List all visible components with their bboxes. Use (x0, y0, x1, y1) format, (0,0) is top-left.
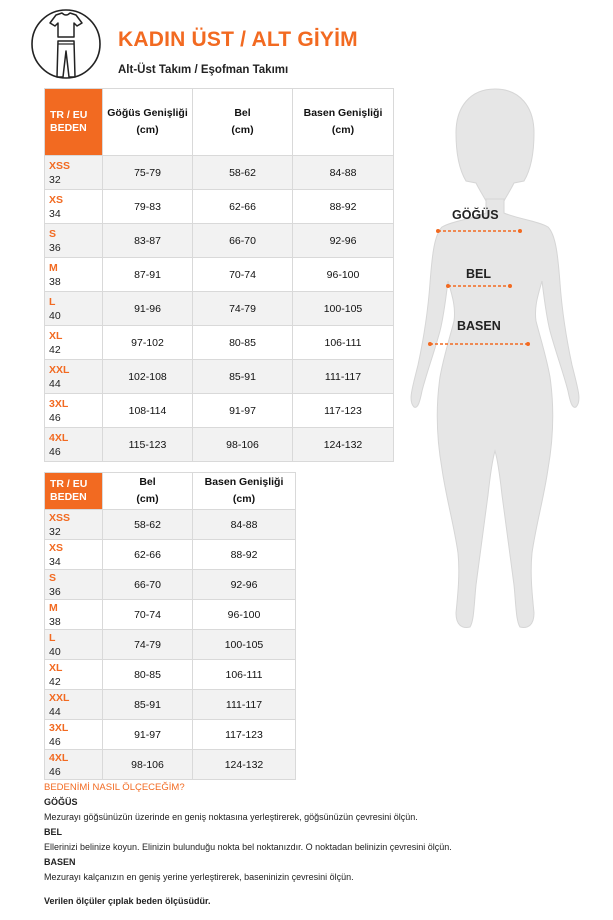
table-row (45, 428, 394, 462)
guide-question: BEDENİMİ NASIL ÖLÇECEĞİM? (44, 782, 185, 793)
size-table-top-bottom (44, 88, 394, 462)
size-cell: L 40 (45, 292, 103, 326)
chest-cell: 108-114 (103, 394, 193, 428)
table-row (45, 720, 296, 750)
guide-chest-text: Mezurayı göğsünüzün üzerinde en geniş noktasına yerleştirerek, göğsünüzün çevresini ölçün. (44, 812, 418, 822)
hip-cell: 84-88 (293, 156, 394, 190)
chest-cell: 115-123 (103, 428, 193, 462)
hip-measure-dot (428, 342, 432, 346)
chest-label: GÖĞÜS (452, 208, 499, 222)
chest-cell: 102-108 (103, 360, 193, 394)
size-cell: XS 34 (45, 190, 103, 224)
hip-cell: 117-123 (193, 720, 296, 750)
corner-line-2: BEDEN (50, 491, 87, 503)
guide-note: Verilen ölçüler çıplak beden ölçüsüdür. (44, 896, 211, 906)
column-header-waist: Bel (cm) (103, 473, 193, 510)
waist-cell: 91-97 (103, 720, 193, 750)
chest-cell: 75-79 (103, 156, 193, 190)
hip-cell: 124-132 (193, 750, 296, 780)
body-shape (411, 199, 579, 627)
table-row (45, 570, 296, 600)
size-cell: M 38 (45, 600, 103, 630)
waist-cell: 70-74 (103, 600, 193, 630)
guide-waist-text: Ellerinizi belinize koyun. Elinizin bulunduğu nokta bel noktanızdır. O noktadan belinizin çevresini ölçün. (44, 842, 452, 852)
column-header-waist: Bel (cm) (193, 89, 293, 156)
table-row (45, 258, 394, 292)
guide-hip-text: Mezurayı kalçanızın en geniş yerine yerleştirerek, baseninizin çevresini ölçün. (44, 872, 354, 882)
hip-label: BASEN (457, 319, 501, 333)
chest-measure-dot (518, 229, 522, 233)
table-row (45, 326, 394, 360)
waist-measure-dot (446, 284, 450, 288)
waist-cell: 91-97 (193, 394, 293, 428)
waist-cell: 85-91 (193, 360, 293, 394)
hip-cell: 124-132 (293, 428, 394, 462)
table-row (45, 630, 296, 660)
corner-header (45, 473, 103, 510)
size-cell: S 36 (45, 224, 103, 258)
waist-cell: 80-85 (103, 660, 193, 690)
waist-cell: 80-85 (193, 326, 293, 360)
size-cell: M 38 (45, 258, 103, 292)
hip-cell: 111-117 (293, 360, 394, 394)
table-row (45, 690, 296, 720)
table-row (45, 360, 394, 394)
hip-cell: 106-111 (193, 660, 296, 690)
chest-cell: 87-91 (103, 258, 193, 292)
table-row (45, 224, 394, 258)
guide-hip-title: BASEN (44, 857, 76, 867)
table-row (45, 660, 296, 690)
hip-cell: 92-96 (193, 570, 296, 600)
head-shape (456, 89, 534, 201)
hip-cell: 100-105 (293, 292, 394, 326)
corner-header (45, 89, 103, 156)
size-cell: 4XL 46 (45, 428, 103, 462)
waist-cell: 70-74 (193, 258, 293, 292)
size-table-bottom (44, 472, 296, 780)
waist-cell: 98-106 (193, 428, 293, 462)
size-cell: L 40 (45, 630, 103, 660)
size-cell: XSS 32 (45, 510, 103, 540)
size-cell: XXL 44 (45, 360, 103, 394)
waist-cell: 74-79 (103, 630, 193, 660)
hip-cell: 84-88 (193, 510, 296, 540)
column-header-hip: Basen Genişliği (cm) (293, 89, 394, 156)
measuring-guide (44, 780, 584, 909)
chest-cell: 97-102 (103, 326, 193, 360)
guide-waist-title: BEL (44, 827, 62, 837)
chest-cell: 83-87 (103, 224, 193, 258)
size-cell: XXL 44 (45, 690, 103, 720)
body-silhouette-figure (400, 85, 590, 645)
table-row (45, 540, 296, 570)
table-row (45, 600, 296, 630)
size-cell: XL 42 (45, 326, 103, 360)
waist-cell: 66-70 (103, 570, 193, 600)
hip-cell: 111-117 (193, 690, 296, 720)
size-cell: XSS 32 (45, 156, 103, 190)
hip-cell: 88-92 (193, 540, 296, 570)
page-title: KADIN ÜST / ALT GİYİM (118, 28, 358, 51)
hip-cell: 92-96 (293, 224, 394, 258)
clothing-logo-icon (30, 3, 102, 85)
chest-measure-dot (436, 229, 440, 233)
waist-cell: 66-70 (193, 224, 293, 258)
table-row (45, 750, 296, 780)
table-header-row (45, 473, 296, 510)
size-cell: XS 34 (45, 540, 103, 570)
waist-label: BEL (466, 267, 491, 281)
corner-line-1: TR / EU (50, 109, 88, 121)
size-cell: XL 42 (45, 660, 103, 690)
table-row (45, 156, 394, 190)
hip-cell: 117-123 (293, 394, 394, 428)
waist-measure-dot (508, 284, 512, 288)
waist-cell: 85-91 (103, 690, 193, 720)
table-header-row (45, 89, 394, 156)
hip-cell: 100-105 (193, 630, 296, 660)
hip-measure-dot (526, 342, 530, 346)
waist-cell: 58-62 (193, 156, 293, 190)
size-cell: S 36 (45, 570, 103, 600)
hip-cell: 96-100 (193, 600, 296, 630)
waist-cell: 62-66 (193, 190, 293, 224)
table-row (45, 292, 394, 326)
chest-cell: 79-83 (103, 190, 193, 224)
hip-cell: 88-92 (293, 190, 394, 224)
waist-cell: 62-66 (103, 540, 193, 570)
page-subtitle: Alt-Üst Takım / Eşofman Takımı (118, 64, 289, 76)
waist-cell: 74-79 (193, 292, 293, 326)
column-header-hip: Basen Genişliği (cm) (193, 473, 296, 510)
size-cell: 3XL 46 (45, 394, 103, 428)
table-row (45, 394, 394, 428)
chest-cell: 91-96 (103, 292, 193, 326)
waist-cell: 58-62 (103, 510, 193, 540)
guide-chest-title: GÖĞÜS (44, 797, 78, 807)
corner-line-1: TR / EU (50, 478, 88, 490)
corner-line-2: BEDEN (50, 122, 87, 134)
table-row (45, 510, 296, 540)
size-cell: 3XL 46 (45, 720, 103, 750)
hip-cell: 106-111 (293, 326, 394, 360)
column-header-chest: Göğüs Genişliği (cm) (103, 89, 193, 156)
waist-cell: 98-106 (103, 750, 193, 780)
hip-cell: 96-100 (293, 258, 394, 292)
table-row (45, 190, 394, 224)
size-cell: 4XL 46 (45, 750, 103, 780)
